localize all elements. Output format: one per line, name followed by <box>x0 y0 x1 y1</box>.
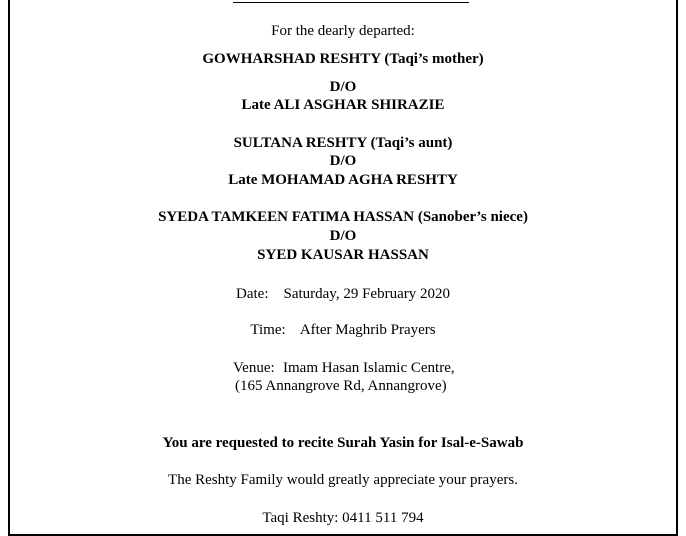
departed-1-parent: Late ALI ASGHAR SHIRAZIE <box>241 97 445 113</box>
time-line <box>0 321 686 339</box>
top-divider <box>233 2 469 3</box>
date-line <box>0 285 686 303</box>
departed-1-name: GOWHARSHAD RESHTY (Taqi’s mother) <box>202 51 484 67</box>
departed-3-relation: D/O <box>329 228 357 244</box>
contact-line: Taqi Reshty: 0411 511 794 <box>262 510 424 526</box>
departed-3-name: SYEDA TAMKEEN FATIMA HASSAN (Sanober’s niece) <box>158 209 528 225</box>
intro-text: For the dearly departed: <box>271 23 415 39</box>
date-label: Date: <box>236 286 269 302</box>
time-label: Time: <box>250 322 286 338</box>
time-value: After Maghrib Prayers <box>299 322 436 338</box>
venue-line-2: (165 Annangrove Rd, Annangrove) <box>235 378 447 394</box>
departed-2-name: SULTANA RESHTY (Taqi’s aunt) <box>233 135 453 151</box>
departed-1-relation: D/O <box>329 79 357 95</box>
date-value: Saturday, 29 February 2020 <box>283 286 450 302</box>
departed-2-parent: Late MOHAMAD AGHA RESHTY <box>228 172 458 188</box>
departed-2-relation: D/O <box>329 153 357 169</box>
appreciation-text: The Reshty Family would greatly appreciate your prayers. <box>168 472 518 488</box>
departed-3-parent: SYED KAUSAR HASSAN <box>257 247 429 263</box>
recitation-request: You are requested to recite Surah Yasin for Isal-e-Sawab <box>162 435 524 451</box>
venue-block <box>233 359 455 395</box>
venue-label: Venue: <box>233 360 275 376</box>
venue-line-1: Imam Hasan Islamic Centre, <box>283 360 455 376</box>
